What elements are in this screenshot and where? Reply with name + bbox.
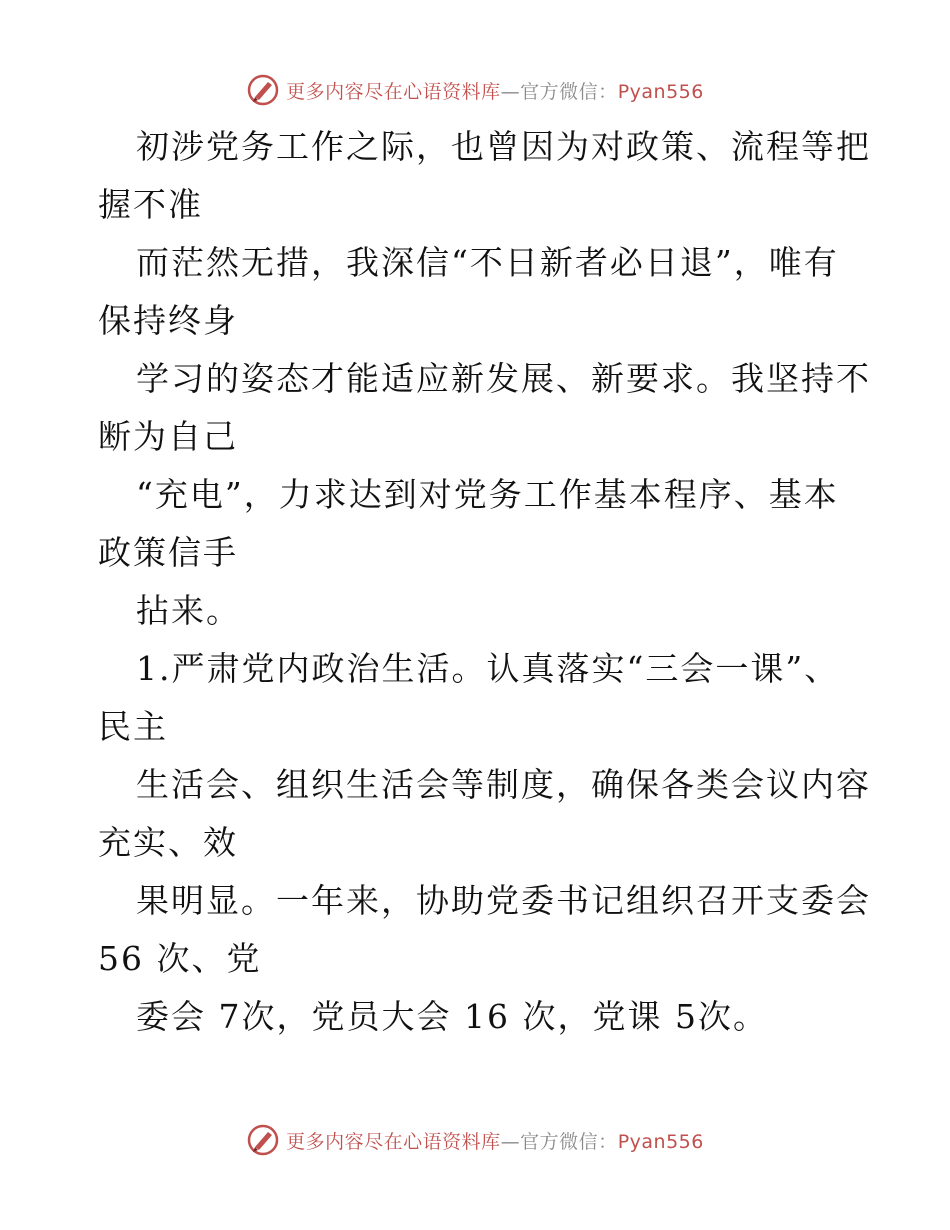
text-line: 民主 bbox=[98, 707, 168, 746]
text-line: 委会 7次，党员大会 16 次，党课 5次。 bbox=[136, 997, 768, 1036]
banner-label: 官方微信： bbox=[520, 1130, 618, 1153]
banner-separator: — bbox=[500, 80, 521, 103]
header-banner bbox=[0, 70, 950, 110]
banner-label: 官方微信： bbox=[520, 80, 618, 103]
banner-handle: Pyan556 bbox=[617, 1130, 704, 1153]
banner-site: 更多内容尽在心语资料库 bbox=[286, 80, 501, 103]
document-body bbox=[98, 118, 871, 1046]
text-line: 学习的姿态才能适应新发展、新要求。我坚持不 bbox=[136, 359, 871, 398]
pen-logo-icon bbox=[246, 73, 280, 107]
text-line: 政策信手 bbox=[98, 533, 238, 572]
banner-separator: — bbox=[500, 1130, 521, 1153]
text-line: 生活会、组织生活会等制度，确保各类会议内容 bbox=[136, 765, 871, 804]
banner-handle: Pyan556 bbox=[617, 80, 704, 103]
text-line: 果明显。一年来，协助党委书记组织召开支委会 bbox=[136, 881, 871, 920]
text-line: 56 次、党 bbox=[98, 939, 262, 978]
banner-text bbox=[286, 1127, 704, 1154]
text-line: 初涉党务工作之际，也曾因为对政策、流程等把 bbox=[136, 127, 871, 166]
text-line: 保持终身 bbox=[98, 301, 238, 340]
text-line: 握不准 bbox=[98, 185, 203, 224]
text-line: 而茫然无措，我深信“不日新者必日退”，唯有 bbox=[136, 243, 839, 282]
footer-banner bbox=[0, 1120, 950, 1160]
pen-logo-icon bbox=[246, 1123, 280, 1157]
banner-site: 更多内容尽在心语资料库 bbox=[286, 1130, 501, 1153]
text-line: “充电”，力求达到对党务工作基本程序、基本 bbox=[136, 475, 839, 514]
text-line: 拈来。 bbox=[136, 591, 241, 630]
text-line: 充实、效 bbox=[98, 823, 238, 862]
text-line: 断为自己 bbox=[98, 417, 238, 456]
banner-text bbox=[286, 77, 704, 104]
text-line: 1.严肃党内政治生活。认真落实“三会一课”、 bbox=[136, 649, 840, 688]
